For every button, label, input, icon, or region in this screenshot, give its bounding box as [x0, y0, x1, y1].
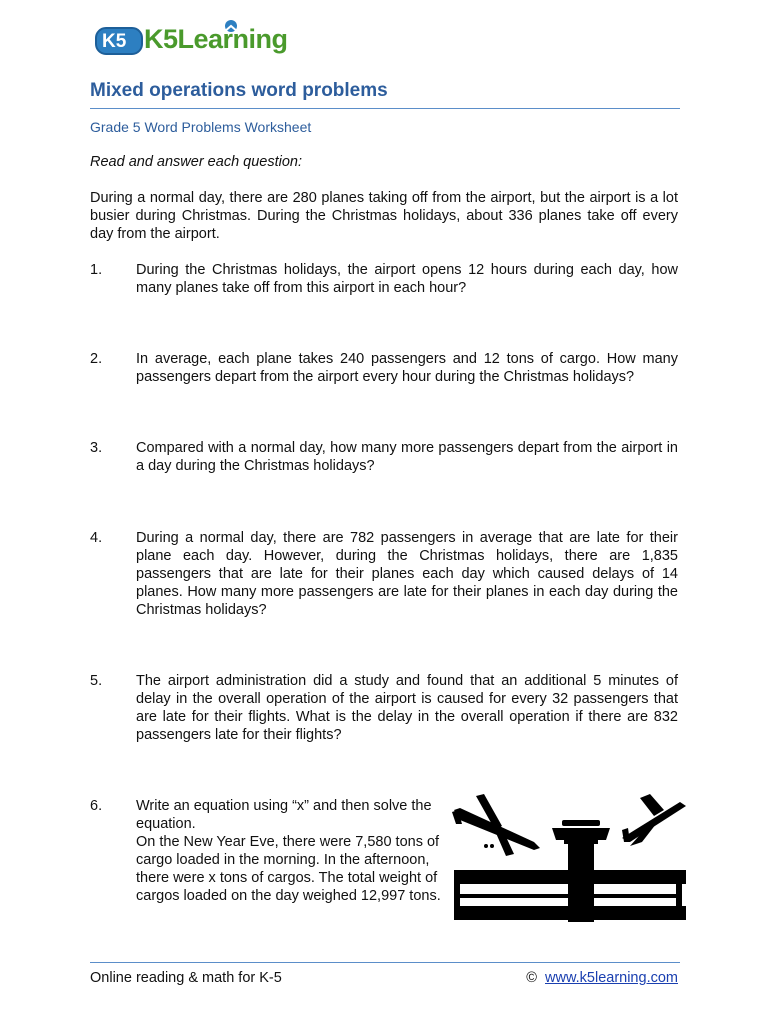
intro-paragraph: During a normal day, there are 280 planes taking off from the airport, but the airport is a lot busier during Christmas. During the Christmas holidays, about 336 planes take off every day from the airport.	[90, 190, 678, 242]
k5-logo	[94, 20, 288, 60]
page-title: Mixed operations word problems	[90, 80, 388, 101]
question-number: 4.	[90, 530, 103, 546]
question-text	[136, 797, 446, 905]
terminal-building-icon	[454, 870, 686, 920]
question-number: 5.	[90, 673, 103, 689]
question-number: 6.	[90, 798, 103, 814]
website-link[interactable]: www.k5learning.com	[545, 970, 678, 986]
title-divider	[90, 108, 680, 109]
question-6-line-2: On the New Year Eve, there were 7,580 tons of cargo loaded in the morning. In the afternoon, there were x tons of cargos. The total weight of cargos loaded on the day weighed 12,997 tons.	[136, 834, 441, 904]
brand-name: K5Learning	[144, 24, 288, 54]
footer-link-group	[526, 970, 678, 986]
question-text: The airport administration did a study and found that an additional 5 minutes of delay in the overall operation of the airport is caused for every 32 passengers that are late for their flights. What is the delay in the overall operation if there are 832 passengers late for their flights?	[136, 673, 678, 743]
question-text: Compared with a normal day, how many more passengers depart from the airport in a day during the Christmas holidays?	[136, 440, 678, 474]
copyright-symbol: ©	[526, 970, 537, 986]
question-number: 1.	[90, 262, 103, 278]
question-number: 2.	[90, 351, 103, 367]
footer-divider	[90, 962, 680, 963]
worksheet-subtitle: Grade 5 Word Problems Worksheet	[90, 119, 312, 135]
question-text: During the Christmas holidays, the airport opens 12 hours during each day, how many planes take off from this airport in each hour?	[136, 262, 678, 296]
question-text: In average, each plane takes 240 passengers and 12 tons of cargo. How many passengers depart from the airport every hour during the Christmas holidays?	[136, 351, 678, 385]
question-6-line-1: Write an equation using “x” and then solve the equation.	[136, 798, 432, 832]
question-number: 3.	[90, 440, 103, 456]
airport-illustration	[450, 790, 686, 922]
instructions: Read and answer each question:	[90, 154, 303, 170]
footer-tagline: Online reading & math for K-5	[90, 970, 282, 986]
departing-plane-icon	[622, 794, 686, 846]
question-text: During a normal day, there are 782 passengers in average that are late for their plane each day. However, during the Christmas holidays, there are 1,835 passengers that are late for their planes each day which caused delays of 14 planes. How many more passengers are late for their planes in each day during the Christmas holidays?	[136, 530, 678, 618]
logo-k5-mark: K5	[102, 31, 127, 52]
landing-plane-icon	[452, 794, 540, 856]
